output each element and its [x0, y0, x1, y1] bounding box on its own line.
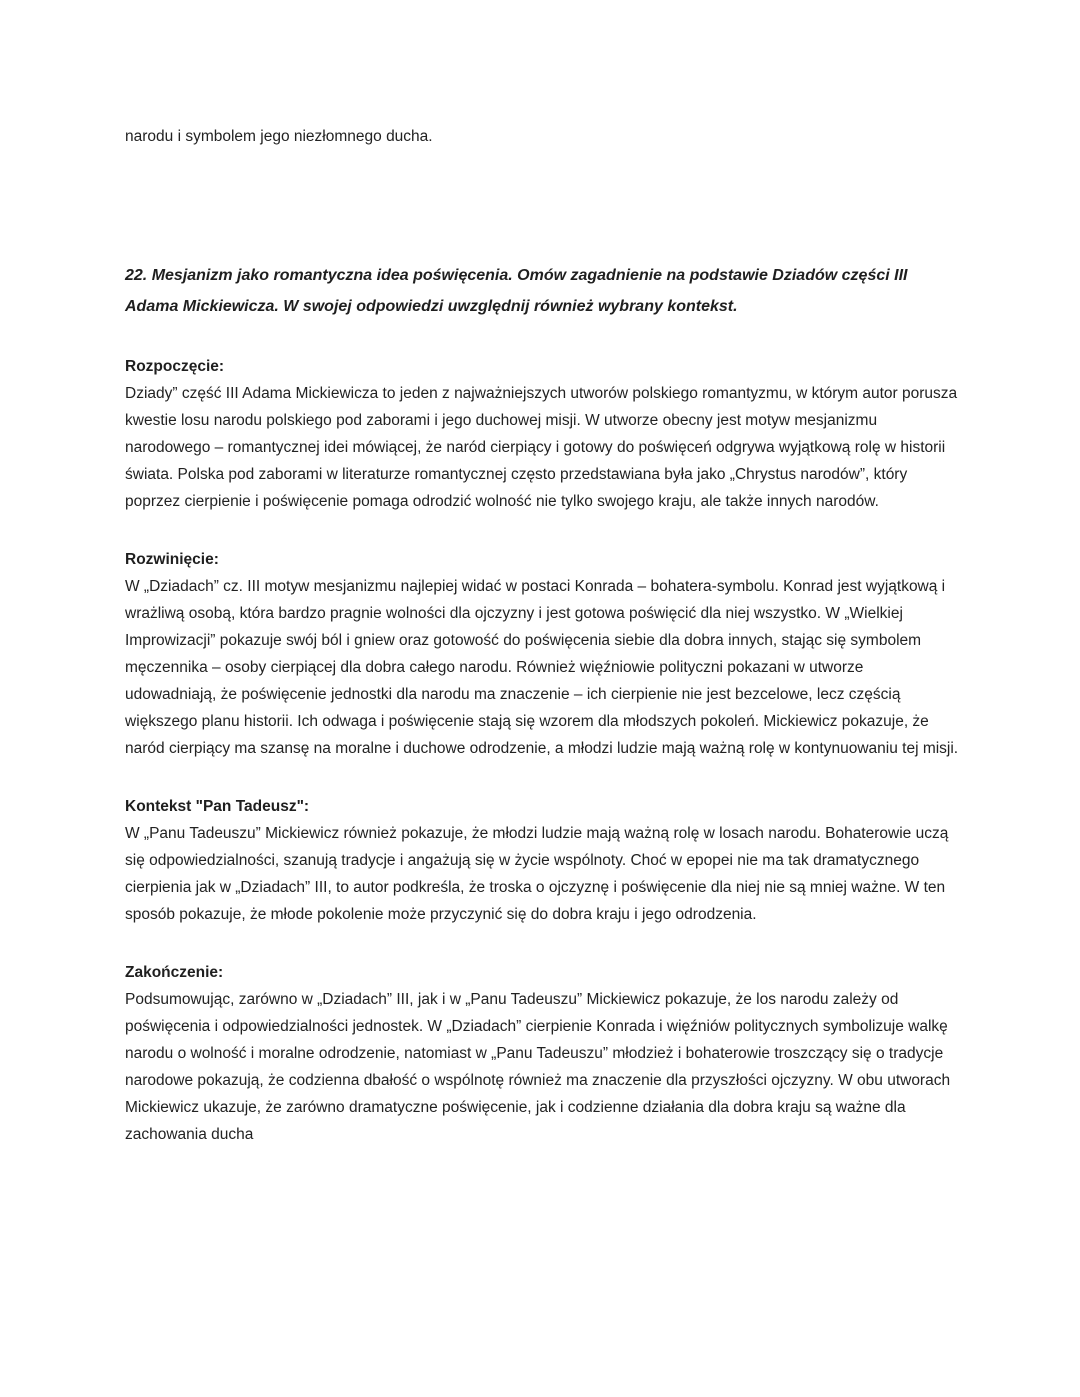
section-body: W „Dziadach” cz. III motyw mesjanizmu najlepiej widać w postaci Konrada – bohatera-symbolu. Konrad jest wyjątkową i wrażliwą osobą, która bardzo pragnie wolności dla ojczyzny i jest gotowa poświęcić dla niej wszystko. W „Wielkiej Improwizacji” pokazuje swój ból i gniew oraz gotowość do poświęcenia siebie dla dobra innych, stając się symbolem męczennika – osoby cierpiącej dla dobra całego narodu. Również więźniowie polityczni pokazani w utworze udowadniają, że poświęcenie jednostki dla narodu ma znaczenie – ich cierpienie nie jest bezcelowe, lecz częścią większego planu historii. Ich odwaga i poświęcenie stają się wzorem dla młodszych pokoleń. Mickiewicz pokazuje, że naród cierpiący ma szansę na moralne i duchowe odrodzenie, a młodzi ludzie mają ważną rolę w kontynuowaniu tej misji.	[125, 578, 959, 757]
section-title: Zakończenie:	[125, 964, 224, 981]
section-title: Rozpoczęcie:	[125, 358, 225, 375]
section-rozwiniecie	[125, 546, 959, 762]
leading-paragraph-fragment: narodu i symbolem jego niezłomnego ducha.	[125, 128, 433, 145]
section-body: W „Panu Tadeuszu” Mickiewicz również pokazuje, że młodzi ludzie mają ważną rolę w losach narodu. Bohaterowie uczą się odpowiedzialności, szanują tradycje i angażują się w życie wspólnoty. Choć w epopei nie ma tak dramatycznego cierpienia jak w „Dziadach” III, to autor podkreśla, że troska o ojczyznę i poświęcenie dla niej nie są mniej ważne. W ten sposób pokazuje, że młode pokolenie może przyczynić się do dobra kraju i jego odrodzenia.	[125, 825, 949, 923]
assignment-heading: 22. Mesjanizm jako romantyczna idea poświęcenia. Omów zagadnienie na podstawie Dziadów części III Adama Mickiewicza. W swojej odpowiedzi uwzględnij również wybrany kontekst.	[125, 267, 908, 315]
section-body: Podsumowując, zarówno w „Dziadach” III, jak i w „Panu Tadeuszu” Mickiewicz pokazuje, że los narodu zależy od poświęcenia i odpowiedzialności jednostek. W „Dziadach” cierpienie Konrada i więźniów politycznych symbolizuje walkę narodu o wolność i moralne odrodzenie, natomiast w „Panu Tadeuszu” młodzież i bohaterowie troszczący się o tradycje narodowe pokazują, że codzienna dbałość o wspólnotę również ma znaczenie dla przyszłości ojczyzny. W obu utworach Mickiewicz ukazuje, że zarówno dramatyczne poświęcenie, jak i codzienne działania dla dobra kraju są ważne dla zachowania ducha	[125, 991, 951, 1143]
section-body: Dziady” część III Adama Mickiewicza to jeden z najważniejszych utworów polskiego romantyzmu, w którym autor porusza kwestie losu narodu polskiego pod zaborami i jego duchowej misji. W utworze obecny jest motyw mesjanizmu narodowego – romantycznej idei mówiącej, że naród cierpiący i gotowy do poświęceń odgrywa wyjątkową rolę w historii świata. Polska pod zaborami w literaturze romantycznej często przedstawiana była jako „Chrystus narodów”, który poprzez cierpienie i poświęcenie pomaga odrodzić wolność nie tylko swojego kraju, ale także innych narodów.	[125, 385, 958, 510]
document-content	[125, 123, 959, 1148]
section-title: Kontekst "Pan Tadeusz":	[125, 798, 310, 815]
section-kontekst-pan-tadeusz	[125, 793, 959, 928]
section-rozpoczecie	[125, 353, 959, 515]
section-zakonczenie	[125, 959, 959, 1148]
section-title: Rozwinięcie:	[125, 551, 219, 568]
